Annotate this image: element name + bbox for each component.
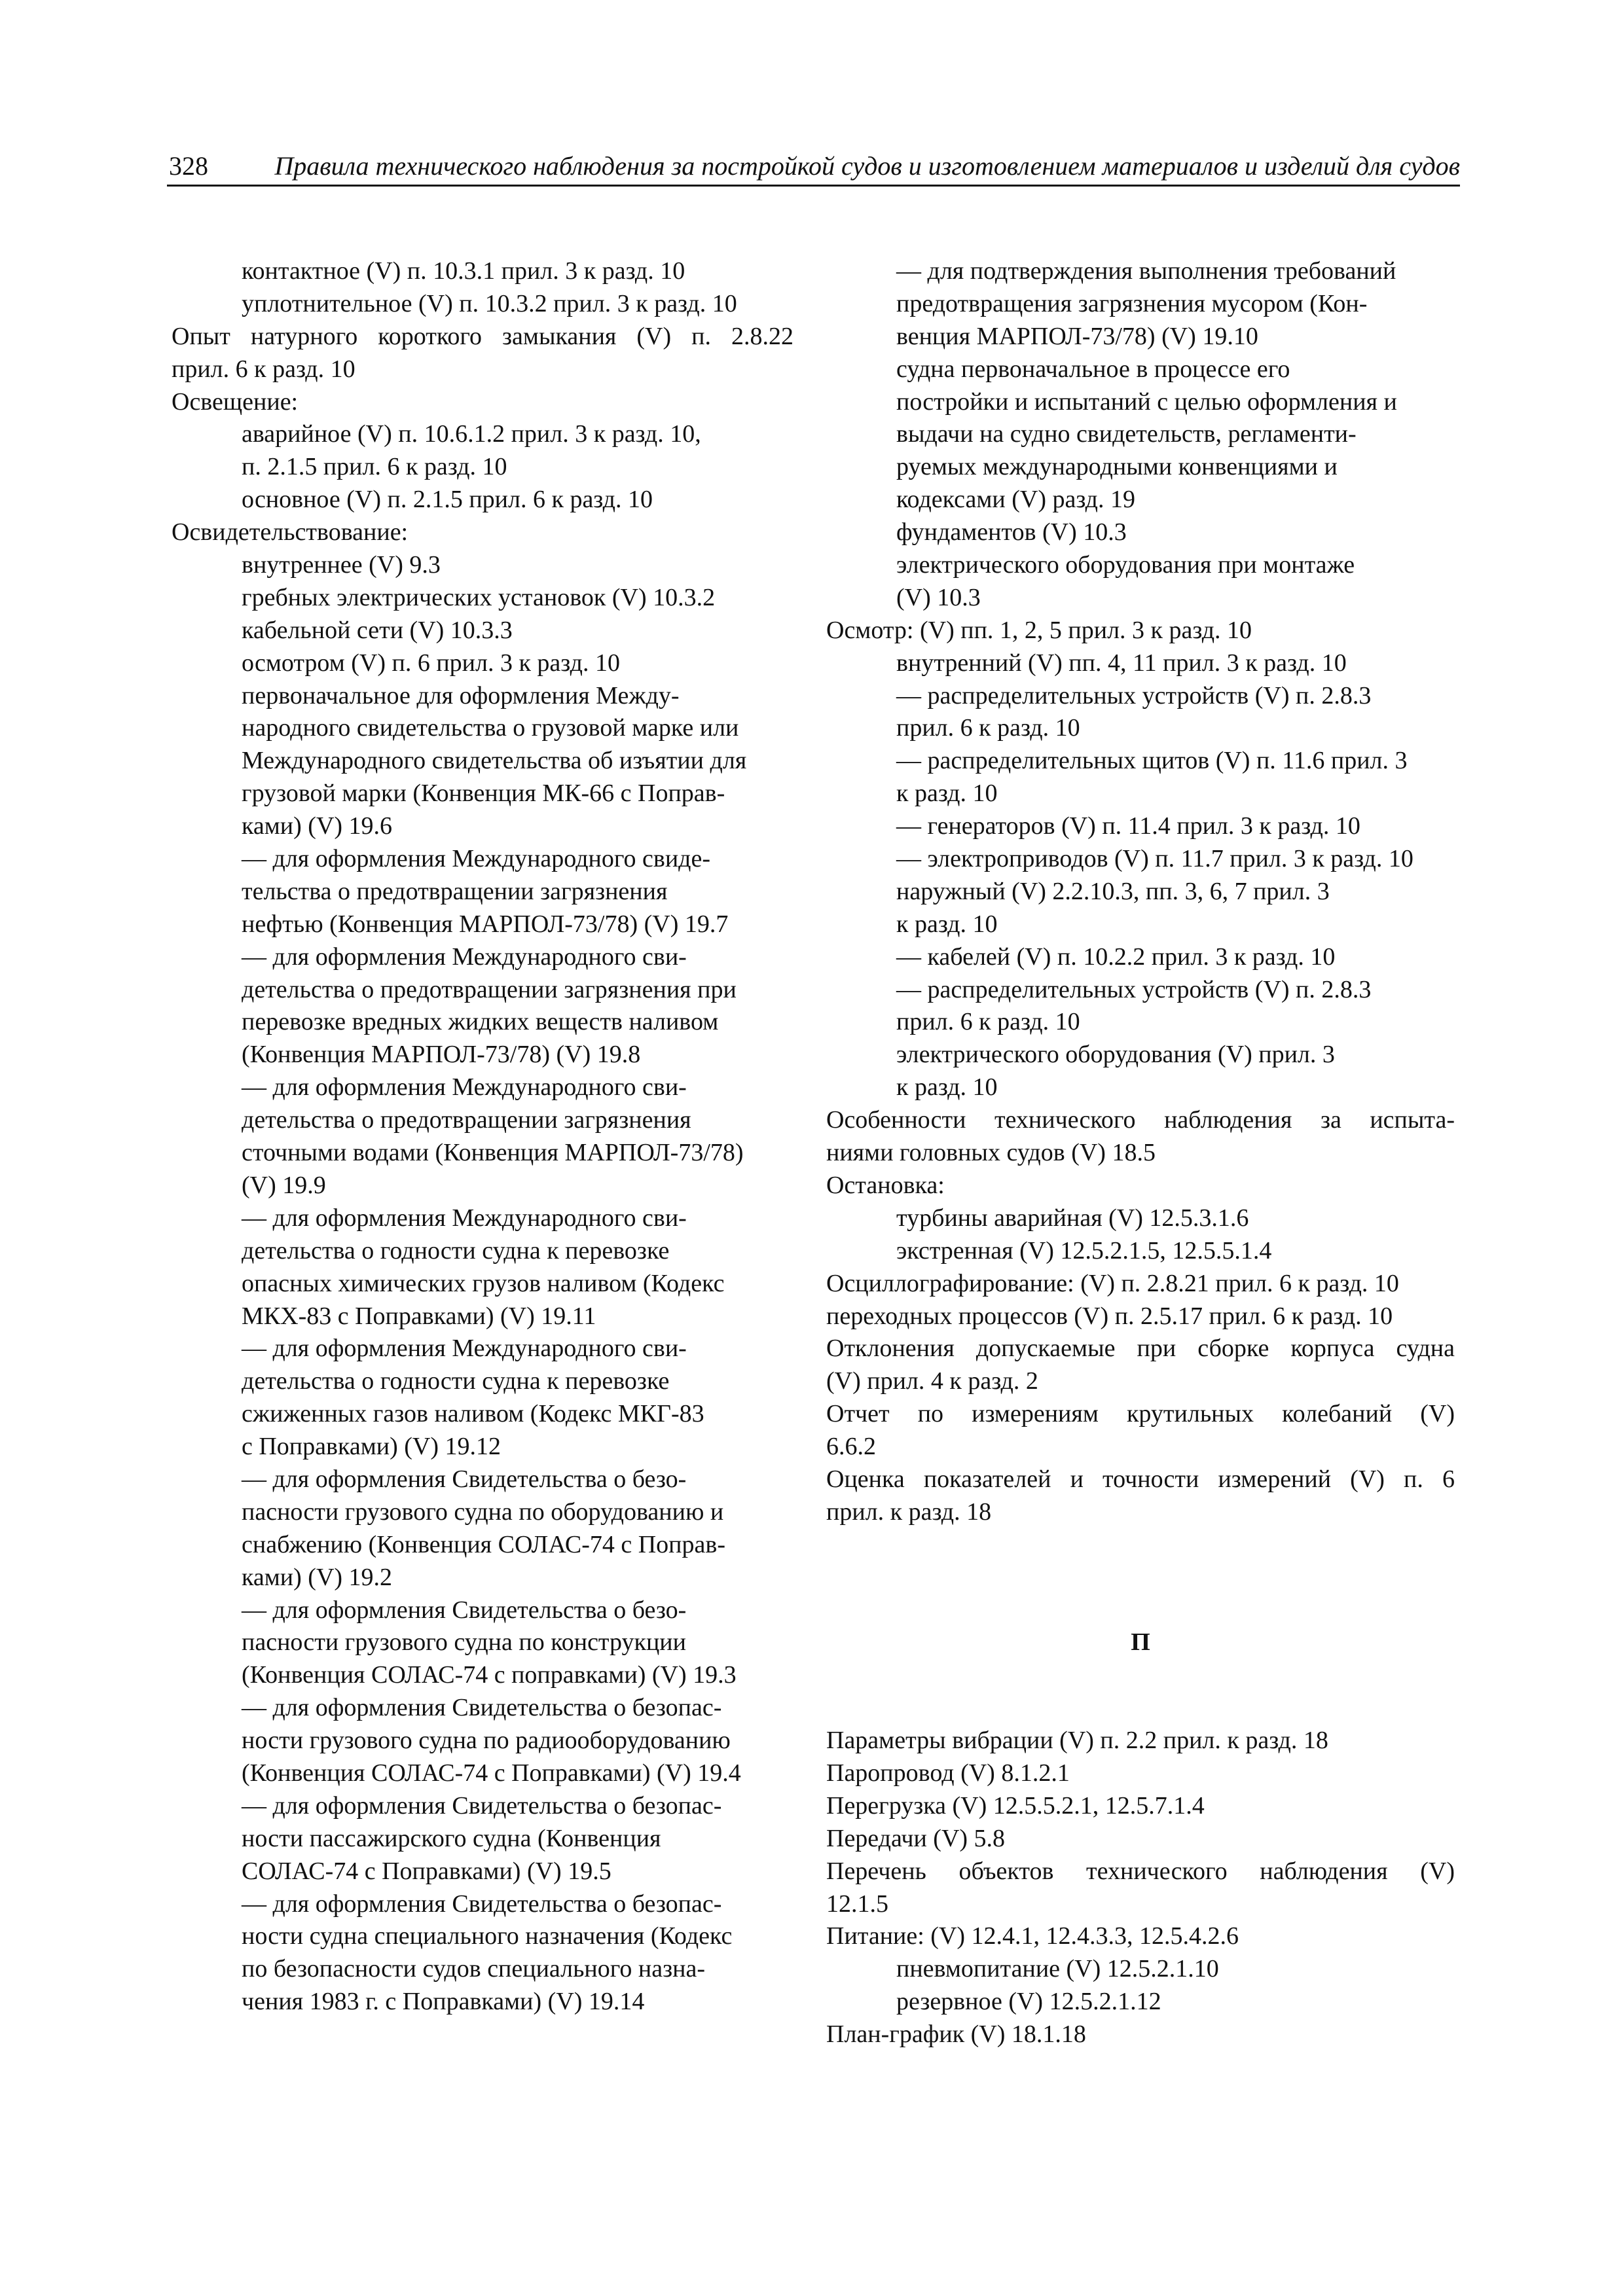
index-entry: (Конвенция СОЛАС-74 с поправками) (V) 19.3 [242, 1661, 737, 1689]
running-header [167, 145, 1460, 187]
index-entry: Опыт натурного короткого замыкания (V) п. 2.8.22 [172, 322, 793, 350]
index-entry: (V) 19.9 [242, 1171, 326, 1199]
index-entry: осмотром (V) п. 6 прил. 3 к разд. 10 [242, 649, 620, 677]
index-entry: прил. 6 к разд. 10 [172, 355, 356, 383]
index-entry: внутренний (V) пп. 4, 11 прил. 3 к разд. 10 [896, 649, 1347, 677]
index-entry: Отклонения допускаемые при сборке корпуса судна [826, 1335, 1455, 1363]
index-entry: пасности грузового судна по оборудованию и [242, 1498, 724, 1526]
page-number: 328 [169, 151, 208, 181]
index-entry: (V) 10.3 [896, 583, 981, 611]
index-entry: План-график (V) 18.1.18 [826, 2020, 1086, 2049]
index-entry: Питание: (V) 12.4.1, 12.4.3.3, 12.5.4.2.6 [826, 1922, 1239, 1950]
index-entry: электрического оборудования (V) прил. 3 [896, 1041, 1335, 1069]
index-entry: прил. к разд. 18 [826, 1498, 992, 1526]
index-entry: Параметры вибрации (V) п. 2.2 прил. к разд. 18 [826, 1727, 1328, 1755]
index-entry: ности грузового судна по радиооборудованию [242, 1727, 731, 1755]
section-letter: П [1131, 1628, 1150, 1657]
index-entry: — для оформления Свидетельства о безо- [242, 1596, 687, 1624]
index-entry: грузовой марки (Конвенция МК-66 с Поправ- [242, 780, 725, 808]
index-entry: нефтью (Конвенция МАРПОЛ-73/78) (V) 19.7 [242, 910, 729, 938]
index-entry: Осмотр: (V) пп. 1, 2, 5 прил. 3 к разд. 10 [826, 616, 1252, 644]
index-entry: ности судна специального назначения (Кодекс [242, 1922, 733, 1950]
index-entry: электрического оборудования при монтаже [896, 551, 1355, 579]
index-entry: МКХ-83 с Поправками) (V) 19.11 [242, 1302, 596, 1330]
index-entry: постройки и испытаний с целью оформления и [896, 387, 1397, 416]
index-entry: уплотнительное (V) п. 10.3.2 прил. 3 к разд. 10 [242, 289, 737, 317]
spacer [826, 1562, 1455, 1594]
index-entry: п. 2.1.5 прил. 6 к разд. 10 [242, 453, 507, 481]
spacer [826, 1692, 1455, 1725]
index-entry: с Поправками) (V) 19.12 [242, 1433, 501, 1461]
index-entry: прил. 6 к разд. 10 [896, 714, 1080, 742]
index-entry: Освещение: [172, 387, 299, 416]
index-entry: Осциллографирование: (V) п. 2.8.21 прил. 6 к разд. 10 [826, 1269, 1399, 1297]
index-entry: пасности грузового судна по конструкции [242, 1628, 686, 1657]
index-entry: — распределительных устройств (V) п. 2.8.3 [896, 975, 1372, 1003]
index-entry: ками) (V) 19.2 [242, 1563, 393, 1591]
index-entry: к разд. 10 [896, 1073, 998, 1102]
index-entry: турбины аварийная (V) 12.5.3.1.6 [896, 1204, 1249, 1232]
index-entry: Остановка: [826, 1171, 945, 1199]
spacer [826, 1659, 1455, 1692]
index-entry: наружный (V) 2.2.10.3, пп. 3, 6, 7 прил. 3 [896, 877, 1330, 905]
index-entry: кодексами (V) разд. 19 [896, 486, 1136, 514]
index-entry: детельства о годности судна к перевозке [242, 1367, 670, 1395]
index-entry: сточными водами (Конвенция МАРПОЛ-73/78) [242, 1139, 744, 1167]
index-entry: детельства о предотвращении загрязнения при [242, 975, 737, 1003]
index-entry: руемых международными конвенциями и [896, 453, 1338, 481]
index-entry: к разд. 10 [896, 780, 998, 808]
index-entry: фундаментов (V) 10.3 [896, 518, 1127, 547]
index-entry: детельства о годности судна к перевозке [242, 1236, 670, 1265]
index-entry: тельства о предотвращении загрязнения [242, 877, 668, 905]
right-column [826, 255, 1455, 2051]
index-entry: пневмопитание (V) 12.5.2.1.10 [896, 1955, 1219, 1983]
index-entry: Оценка показателей и точности измерений (V) п. 6 [826, 1465, 1455, 1493]
index-entry: народного свидетельства о грузовой марке или [242, 714, 739, 742]
index-entry: снабжению (Конвенция СОЛАС-74 с Поправ- [242, 1530, 725, 1558]
index-entry: чения 1983 г. с Поправками) (V) 19.14 [242, 1988, 645, 2016]
index-entry: Международного свидетельства об изъятии для [242, 747, 747, 775]
running-title: Правила технического наблюдения за постройкой судов и изготовлением материалов и изделий для судов [274, 151, 1460, 181]
index-entry: первоначальное для оформления Между- [242, 681, 680, 709]
index-entry: прил. 6 к разд. 10 [896, 1008, 1080, 1036]
index-entry: аварийное (V) п. 10.6.1.2 прил. 3 к разд. 10, [242, 420, 701, 448]
index-entry: — для оформления Свидетельства о безопас- [242, 1694, 722, 1722]
index-entry: детельства о предотвращении загрязнения [242, 1106, 691, 1134]
index-entry: Особенности технического наблюдения за испыта- [826, 1106, 1455, 1134]
index-entry: Перечень объектов технического наблюдения (V) [826, 1857, 1455, 1885]
index-entry: Передачи (V) 5.8 [826, 1824, 1006, 1852]
index-entry: — для подтверждения выполнения требований [896, 257, 1396, 285]
index-entry: сжиженных газов наливом (Кодекс МКГ-83 [242, 1400, 704, 1428]
index-entry: предотвращения загрязнения мусором (Кон- [896, 289, 1368, 317]
index-entry: 6.6.2 [826, 1433, 876, 1461]
index-entry: по безопасности судов специального назна- [242, 1955, 705, 1983]
index-entry: — для оформления Свидетельства о безопас- [242, 1791, 722, 1820]
index-entry: — для оформления Международного сви- [242, 1204, 687, 1232]
index-entry: — для оформления Международного сви- [242, 942, 687, 971]
index-entry: судна первоначальное в процессе его [896, 355, 1290, 383]
index-entry: Освидетельствование: [172, 518, 409, 547]
index-entry: — для оформления Международного свиде- [242, 845, 711, 873]
index-entry: переходных процессов (V) п. 2.5.17 прил. 6 к разд. 10 [826, 1302, 1393, 1330]
index-entry: к разд. 10 [896, 910, 998, 938]
index-entry: — для оформления Международного сви- [242, 1073, 687, 1102]
spacer [826, 1529, 1455, 1562]
index-entry: основное (V) п. 2.1.5 прил. 6 к разд. 10 [242, 486, 653, 514]
index-entry: — генераторов (V) п. 11.4 прил. 3 к разд. 10 [896, 812, 1360, 840]
index-entry: Перегрузка (V) 12.5.5.2.1, 12.5.7.1.4 [826, 1791, 1205, 1820]
index-entry: венция МАРПОЛ-73/78) (V) 19.10 [896, 322, 1258, 350]
index-entry: выдачи на судно свидетельств, регламенти- [896, 420, 1357, 448]
index-entry: — для оформления Свидетельства о безо- [242, 1465, 687, 1493]
index-entry: Отчет по измерениям крутильных колебаний (V) [826, 1400, 1455, 1428]
left-column [172, 255, 793, 2018]
index-entry: гребных электрических установок (V) 10.3.2 [242, 583, 716, 611]
index-entry: СОЛАС-74 с Поправками) (V) 19.5 [242, 1857, 611, 1885]
index-entry: ниями головных судов (V) 18.5 [826, 1139, 1156, 1167]
index-entry: — распределительных щитов (V) п. 11.6 прил. 3 [896, 747, 1408, 775]
index-entry: перевозке вредных жидких веществ наливом [242, 1008, 719, 1036]
index-entry: — распределительных устройств (V) п. 2.8.3 [896, 681, 1372, 709]
index-entry: (Конвенция МАРПОЛ-73/78) (V) 19.8 [242, 1041, 641, 1069]
index-entry: кабельной сети (V) 10.3.3 [242, 616, 513, 644]
index-entry: Паропровод (V) 8.1.2.1 [826, 1759, 1070, 1787]
index-entry: ками) (V) 19.6 [242, 812, 393, 840]
index-entry: — для оформления Международного сви- [242, 1335, 687, 1363]
index-entry: — электроприводов (V) п. 11.7 прил. 3 к разд. 10 [896, 845, 1413, 873]
spacer [826, 1594, 1455, 1627]
index-entry: внутреннее (V) 9.3 [242, 551, 441, 579]
index-entry: резервное (V) 12.5.2.1.12 [896, 1988, 1161, 2016]
index-entry: 12.1.5 [826, 1890, 888, 1918]
index-entry: — кабелей (V) п. 10.2.2 прил. 3 к разд. 10 [896, 942, 1336, 971]
index-entry: (V) прил. 4 к разд. 2 [826, 1367, 1038, 1395]
index-entry: контактное (V) п. 10.3.1 прил. 3 к разд. 10 [242, 257, 685, 285]
index-entry: опасных химических грузов наливом (Кодекс [242, 1269, 725, 1297]
index-entry: экстренная (V) 12.5.2.1.5, 12.5.5.1.4 [896, 1236, 1272, 1265]
index-entry: ности пассажирского судна (Конвенция [242, 1824, 661, 1852]
index-entry: — для оформления Свидетельства о безопас- [242, 1890, 722, 1918]
index-entry: (Конвенция СОЛАС-74 с Поправками) (V) 19.4 [242, 1759, 741, 1787]
